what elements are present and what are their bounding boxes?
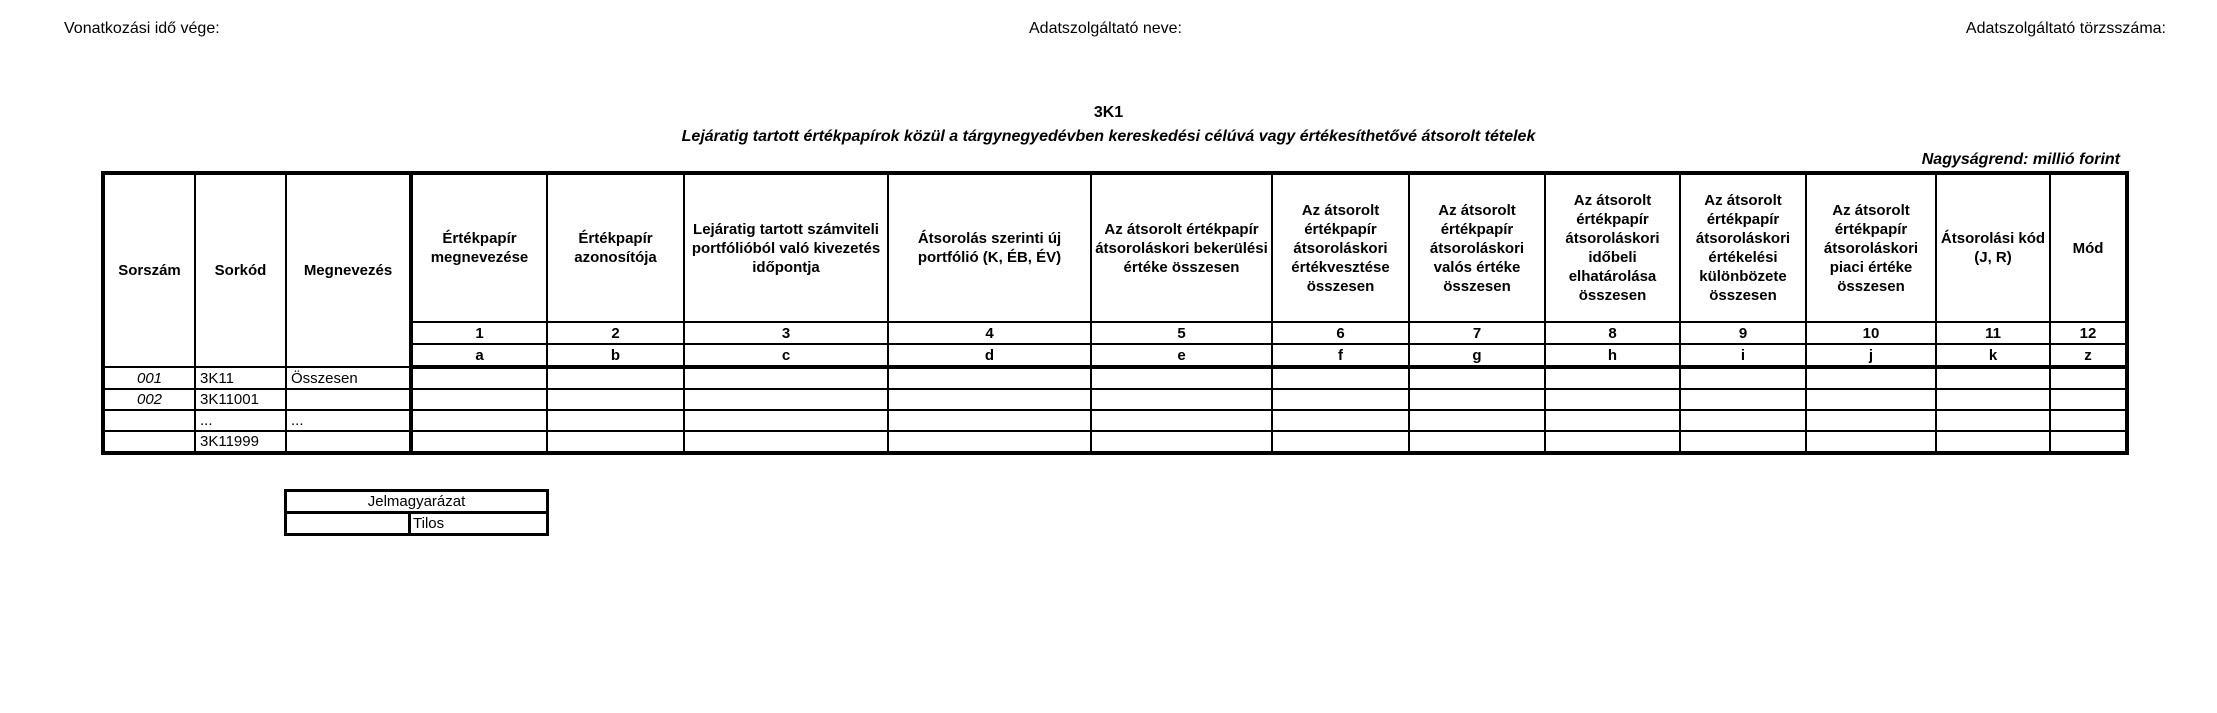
data-cell[interactable]: [1936, 367, 2050, 389]
header-sorszam: Sorszám: [103, 173, 195, 367]
data-cell[interactable]: [1091, 431, 1272, 453]
column-header: Az átsorolt értékpapír átsoroláskori piaci értéke összesen: [1806, 173, 1936, 322]
row-sorkod: 3K11001: [195, 389, 286, 410]
data-cell[interactable]: [547, 389, 684, 410]
data-cell[interactable]: [1680, 367, 1806, 389]
legend-title: Jelmagyarázat: [286, 491, 548, 513]
column-header: Értékpapír megnevezése: [411, 173, 547, 322]
column-header: Átsorolási kód (J, R): [1936, 173, 2050, 322]
column-number: 7: [1409, 322, 1545, 344]
row-sorszam: 002: [103, 389, 195, 410]
column-header: Az átsorolt értékpapír átsoroláskori értékvesztése összesen: [1272, 173, 1409, 322]
column-header: Az átsorolt értékpapír átsoroláskori valós értéke összesen: [1409, 173, 1545, 322]
table-row: [103, 389, 2127, 410]
data-cell[interactable]: [1680, 431, 1806, 453]
column-number: 11: [1936, 322, 2050, 344]
column-number: 10: [1806, 322, 1936, 344]
unit-note: Nagyságrend: millió forint: [1921, 151, 2120, 168]
data-cell[interactable]: [1545, 431, 1680, 453]
column-letter: a: [411, 344, 547, 367]
column-header: Értékpapír azonosítója: [547, 173, 684, 322]
row-sorkod: 3K11: [195, 367, 286, 389]
data-cell[interactable]: [547, 410, 684, 431]
column-header: Az átsorolt értékpapír átsoroláskori bekerülési értéke összesen: [1091, 173, 1272, 322]
column-letter: k: [1936, 344, 2050, 367]
column-number: 6: [1272, 322, 1409, 344]
data-cell[interactable]: [1936, 431, 2050, 453]
column-header: Az átsorolt értékpapír átsoroláskori értékelési különbözete összesen: [1680, 173, 1806, 322]
data-cell[interactable]: [1936, 410, 2050, 431]
data-cell[interactable]: [1091, 389, 1272, 410]
provider-name-label: Adatszolgáltató neve:: [1029, 20, 1182, 37]
data-cell[interactable]: [888, 431, 1091, 453]
header-sorkod: Sorkód: [195, 173, 286, 367]
data-cell[interactable]: [888, 367, 1091, 389]
table-row: [103, 410, 2127, 431]
column-letter: e: [1091, 344, 1272, 367]
data-cell[interactable]: [888, 410, 1091, 431]
data-cell[interactable]: [1545, 367, 1680, 389]
column-number: 12: [2050, 322, 2127, 344]
data-cell[interactable]: [888, 389, 1091, 410]
legend-item-label: Tilos: [410, 513, 548, 535]
row-sorkod: ...: [195, 410, 286, 431]
data-cell[interactable]: [1272, 389, 1409, 410]
column-number: 1: [411, 322, 547, 344]
data-cell[interactable]: [411, 410, 547, 431]
column-letter: b: [547, 344, 684, 367]
table-row: [103, 367, 2127, 389]
column-letter: z: [2050, 344, 2127, 367]
data-cell[interactable]: [2050, 367, 2127, 389]
data-cell[interactable]: [1409, 389, 1545, 410]
data-cell[interactable]: [1409, 367, 1545, 389]
data-cell[interactable]: [1806, 410, 1936, 431]
data-cell[interactable]: [1806, 431, 1936, 453]
column-number: 5: [1091, 322, 1272, 344]
column-header: Lejáratig tartott számviteli portfólióból való kivezetés időpontja: [684, 173, 888, 322]
column-header: Az átsorolt értékpapír átsoroláskori időbeli elhatárolása összesen: [1545, 173, 1680, 322]
data-cell[interactable]: [1545, 389, 1680, 410]
column-number: 4: [888, 322, 1091, 344]
data-cell[interactable]: [411, 367, 547, 389]
data-cell[interactable]: [2050, 431, 2127, 453]
data-cell[interactable]: [684, 410, 888, 431]
column-letter: g: [1409, 344, 1545, 367]
column-letter: i: [1680, 344, 1806, 367]
data-cell[interactable]: [1680, 410, 1806, 431]
row-sorszam: [103, 431, 195, 453]
data-cell[interactable]: [1091, 367, 1272, 389]
column-number: 9: [1680, 322, 1806, 344]
data-cell[interactable]: [684, 431, 888, 453]
column-letter: h: [1545, 344, 1680, 367]
data-cell[interactable]: [1409, 410, 1545, 431]
data-cell[interactable]: [1272, 410, 1409, 431]
data-cell[interactable]: [1680, 389, 1806, 410]
legend-table: [284, 489, 549, 536]
column-letter: c: [684, 344, 888, 367]
data-cell[interactable]: [1091, 410, 1272, 431]
data-cell[interactable]: [2050, 410, 2127, 431]
row-megnevezes: ...: [286, 410, 411, 431]
row-sorszam: 001: [103, 367, 195, 389]
column-number: 3: [684, 322, 888, 344]
data-cell[interactable]: [1545, 410, 1680, 431]
data-cell[interactable]: [411, 389, 547, 410]
table-row: [103, 431, 2127, 453]
row-megnevezes: [286, 389, 411, 410]
column-header: Mód: [2050, 173, 2127, 322]
header-row: [103, 173, 2127, 322]
row-megnevezes: Összesen: [286, 367, 411, 389]
column-number: 8: [1545, 322, 1680, 344]
column-number: 2: [547, 322, 684, 344]
header-megnevezes: Megnevezés: [286, 173, 411, 367]
data-cell[interactable]: [684, 389, 888, 410]
data-cell[interactable]: [2050, 389, 2127, 410]
row-megnevezes: [286, 431, 411, 453]
data-cell[interactable]: [411, 431, 547, 453]
data-cell[interactable]: [547, 431, 684, 453]
data-cell[interactable]: [1806, 367, 1936, 389]
data-cell[interactable]: [1272, 367, 1409, 389]
column-letter: j: [1806, 344, 1936, 367]
row-sorkod: 3K11999: [195, 431, 286, 453]
form-title: Lejáratig tartott értékpapírok közül a tárgynegyedévben kereskedési célúvá vagy értékesíthetővé átsorolt tételek: [681, 128, 1536, 145]
data-cell[interactable]: [1936, 389, 2050, 410]
data-cell[interactable]: [1806, 389, 1936, 410]
data-table: [101, 171, 2129, 455]
reference-period-label: Vonatkozási idő vége:: [64, 20, 220, 37]
column-letter: d: [888, 344, 1091, 367]
data-cell[interactable]: [1272, 431, 1409, 453]
column-letter: f: [1272, 344, 1409, 367]
data-cell[interactable]: [547, 367, 684, 389]
legend-swatch: [286, 513, 410, 535]
data-cell[interactable]: [684, 367, 888, 389]
form-code: 3K1: [1093, 104, 1124, 121]
provider-id-label: Adatszolgáltató törzsszáma:: [1965, 20, 2166, 37]
column-header: Átsorolás szerinti új portfólió (K, ÉB, ÉV): [888, 173, 1091, 322]
row-sorszam: [103, 410, 195, 431]
data-cell[interactable]: [1409, 431, 1545, 453]
